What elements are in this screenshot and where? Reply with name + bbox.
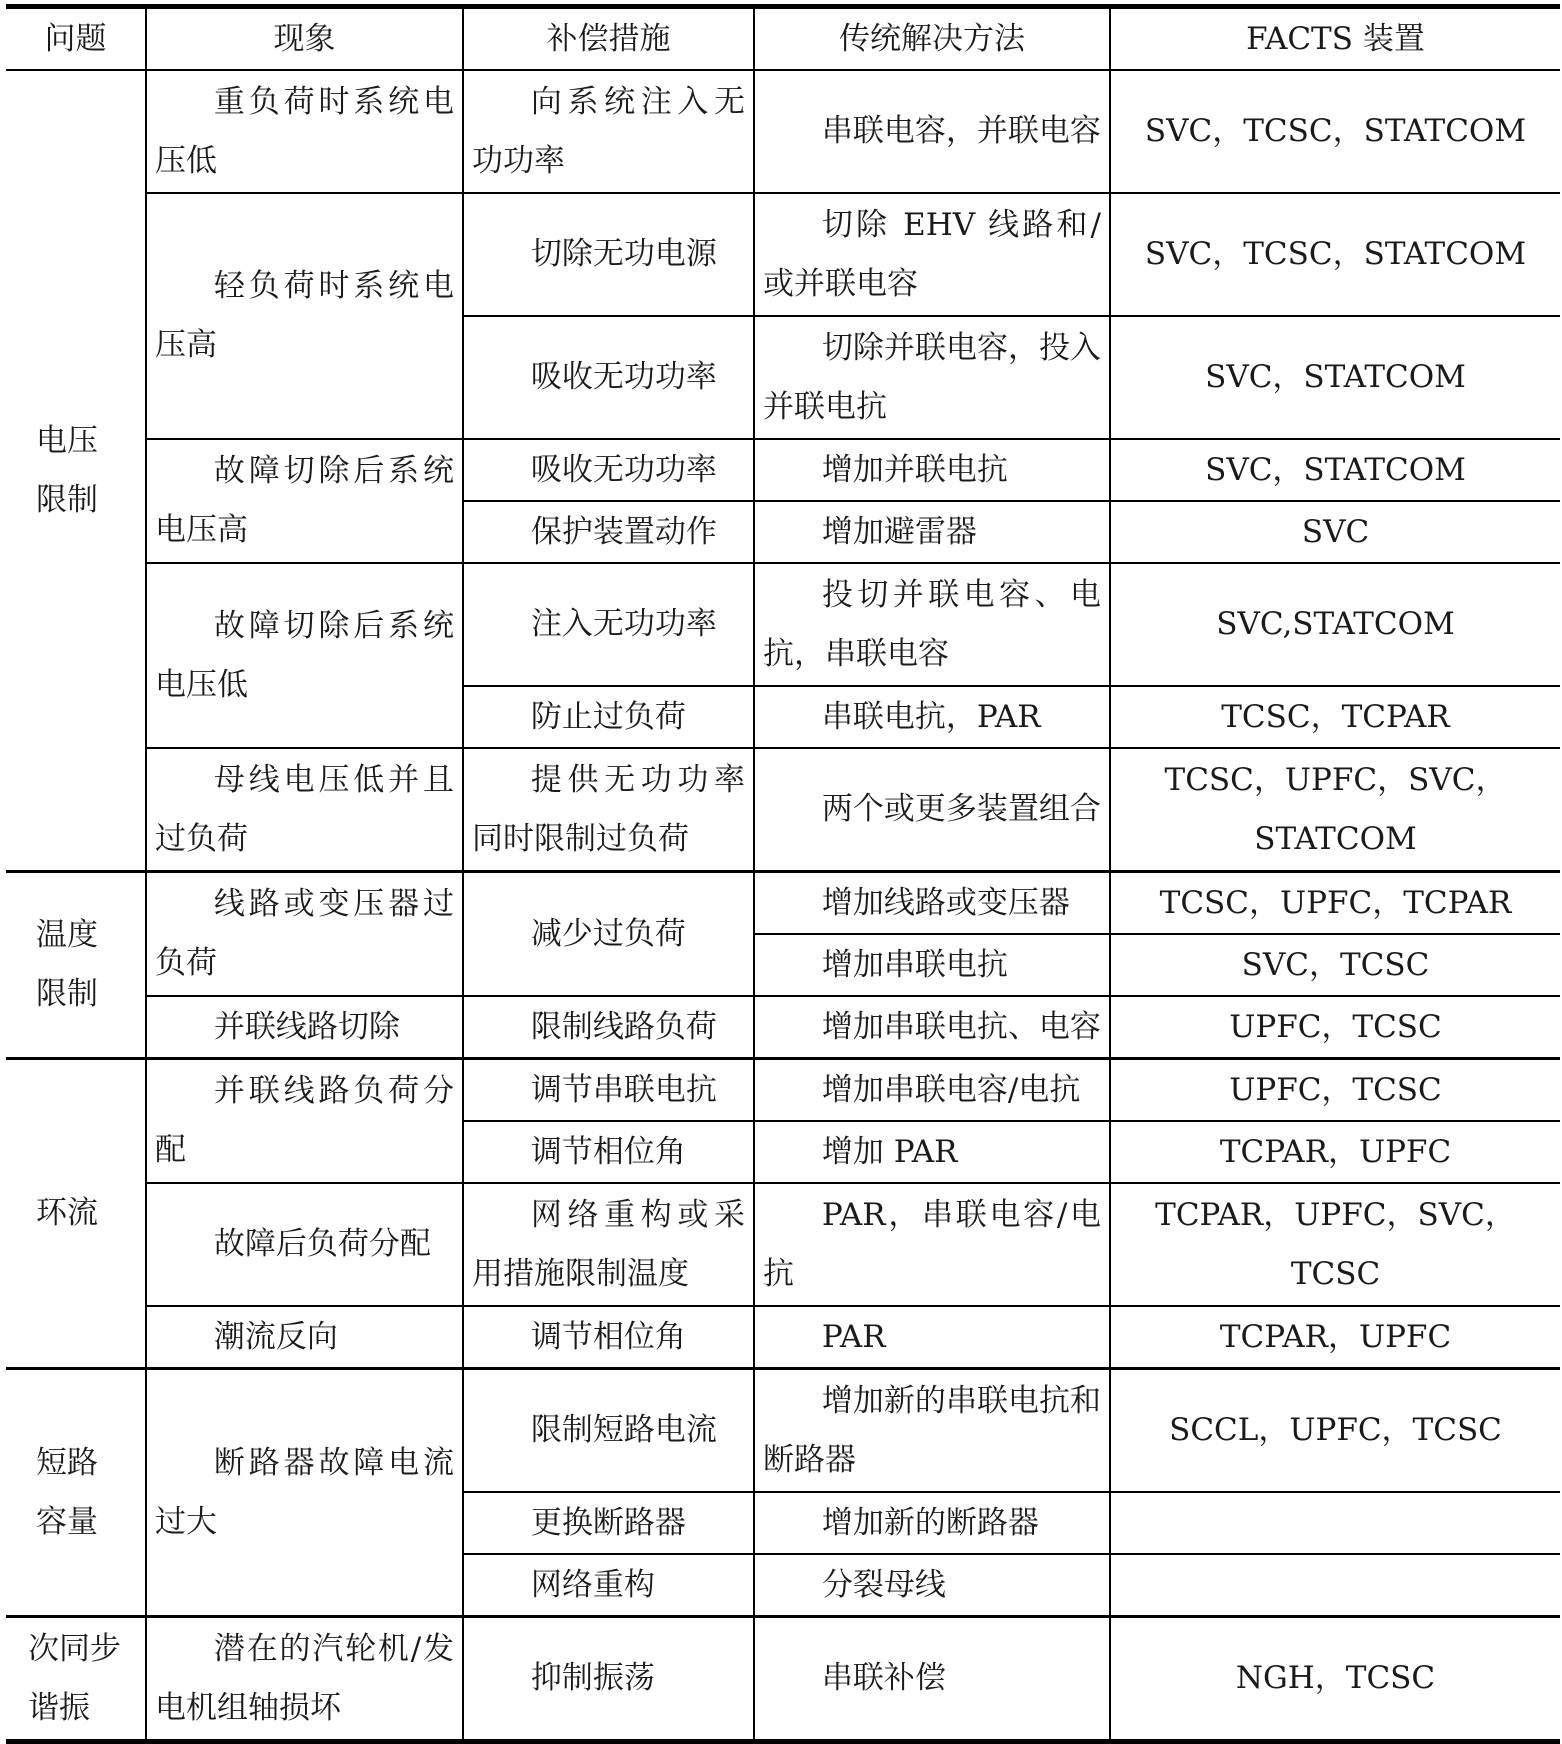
traditional-cell: 串联电抗，PAR — [754, 686, 1110, 748]
compensation-cell: 提供无功功率同时限制过负荷 — [463, 748, 754, 872]
facts-cell: SVC，TCSC，STATCOM — [1110, 70, 1560, 193]
traditional-cell: 切除 EHV 线路和/或并联电容 — [754, 193, 1110, 316]
compensation-cell: 网络重构或采用措施限制温度 — [463, 1183, 754, 1306]
traditional-cell: 增加 PAR — [754, 1121, 1110, 1183]
compensation-cell: 调节相位角 — [463, 1306, 754, 1369]
traditional-cell: 两个或更多装置组合 — [754, 748, 1110, 872]
phenomenon-cell: 并联线路切除 — [146, 996, 463, 1059]
phenomenon-cell: 母线电压低并且过负荷 — [146, 748, 463, 872]
phenomenon-cell: 轻负荷时系统电压高 — [146, 193, 463, 439]
traditional-cell: 串联电容，并联电容 — [754, 70, 1110, 193]
facts-cell — [1110, 1554, 1560, 1617]
facts-cell: SCCL，UPFC，TCSC — [1110, 1369, 1560, 1493]
traditional-cell: PAR — [754, 1306, 1110, 1369]
table-container — [6, 4, 1560, 1744]
facts-cell: TCPAR，UPFC，SVC，TCSC — [1110, 1183, 1560, 1306]
group-loop-flow: 环流 — [6, 1059, 146, 1369]
phenomenon-cell: 重负荷时系统电压低 — [146, 70, 463, 193]
phenomenon-cell: 线路或变压器过负荷 — [146, 872, 463, 997]
phenomenon-cell: 并联线路负荷分配 — [146, 1059, 463, 1184]
facts-cell: TCSC，TCPAR — [1110, 686, 1560, 748]
facts-cell: TCSC，UPFC，SVC，STATCOM — [1110, 748, 1560, 872]
table-row — [6, 563, 1560, 686]
compensation-cell: 减少过负荷 — [463, 872, 754, 997]
compensation-cell: 保护装置动作 — [463, 501, 754, 563]
header-traditional-solution: 传统解决方法 — [754, 7, 1110, 71]
table-row — [6, 996, 1560, 1059]
traditional-cell: 投切并联电容、电抗，串联电容 — [754, 563, 1110, 686]
compensation-cell: 更换断路器 — [463, 1492, 754, 1554]
facts-cell: TCPAR，UPFC — [1110, 1121, 1560, 1183]
group-thermal-limit: 温度限制 — [6, 872, 146, 1059]
compensation-cell: 吸收无功功率 — [463, 316, 754, 439]
table-row — [6, 1059, 1560, 1122]
facts-cell: SVC，TCSC，STATCOM — [1110, 193, 1560, 316]
traditional-cell: 增加新的断路器 — [754, 1492, 1110, 1554]
facts-cell: TCPAR，UPFC — [1110, 1306, 1560, 1369]
facts-cell — [1110, 1492, 1560, 1554]
compensation-cell: 吸收无功功率 — [463, 439, 754, 501]
traditional-cell: PAR，串联电容/电抗 — [754, 1183, 1110, 1306]
table-row — [6, 748, 1560, 872]
traditional-cell: 增加避雷器 — [754, 501, 1110, 563]
table-row — [6, 1306, 1560, 1369]
facts-cell: SVC — [1110, 501, 1560, 563]
traditional-cell: 切除并联电容，投入并联电抗 — [754, 316, 1110, 439]
compensation-cell: 调节串联电抗 — [463, 1059, 754, 1122]
group-voltage-limit: 电压限制 — [6, 70, 146, 872]
traditional-cell: 分裂母线 — [754, 1554, 1110, 1617]
facts-cell: UPFC，TCSC — [1110, 996, 1560, 1059]
phenomenon-cell: 潜在的汽轮机/发电机组轴损坏 — [146, 1617, 463, 1742]
traditional-cell: 增加串联电抗、电容 — [754, 996, 1110, 1059]
facts-cell: SVC，STATCOM — [1110, 316, 1560, 439]
compensation-cell: 网络重构 — [463, 1554, 754, 1617]
compensation-cell: 限制短路电流 — [463, 1369, 754, 1493]
phenomenon-cell: 故障切除后系统电压高 — [146, 439, 463, 563]
compensation-cell: 调节相位角 — [463, 1121, 754, 1183]
compensation-cell: 限制线路负荷 — [463, 996, 754, 1059]
compensation-cell: 防止过负荷 — [463, 686, 754, 748]
facts-cell: SVC，TCSC — [1110, 934, 1560, 996]
facts-comparison-table — [6, 4, 1560, 1744]
phenomenon-cell: 故障后负荷分配 — [146, 1183, 463, 1306]
phenomenon-cell: 断路器故障电流过大 — [146, 1369, 463, 1617]
traditional-cell: 增加并联电抗 — [754, 439, 1110, 501]
traditional-cell: 串联补偿 — [754, 1617, 1110, 1742]
table-row — [6, 1183, 1560, 1306]
facts-cell: SVC,STATCOM — [1110, 563, 1560, 686]
phenomenon-cell: 潮流反向 — [146, 1306, 463, 1369]
table-row — [6, 70, 1560, 193]
header-phenomenon: 现象 — [146, 7, 463, 71]
traditional-cell: 增加串联电容/电抗 — [754, 1059, 1110, 1122]
compensation-cell: 注入无功功率 — [463, 563, 754, 686]
table-header-row — [6, 7, 1560, 71]
traditional-cell: 增加新的串联电抗和断路器 — [754, 1369, 1110, 1493]
table-row — [6, 1617, 1560, 1742]
traditional-cell: 增加串联电抗 — [754, 934, 1110, 996]
compensation-cell: 切除无功电源 — [463, 193, 754, 316]
header-problem: 问题 — [6, 7, 146, 71]
facts-cell: TCSC，UPFC，TCPAR — [1110, 872, 1560, 935]
group-short-circuit: 短路容量 — [6, 1369, 146, 1617]
facts-cell: NGH，TCSC — [1110, 1617, 1560, 1742]
table-row — [6, 1369, 1560, 1493]
facts-cell: SVC，STATCOM — [1110, 439, 1560, 501]
header-facts-device: FACTS 装置 — [1110, 7, 1560, 71]
table-row — [6, 872, 1560, 935]
compensation-cell: 抑制振荡 — [463, 1617, 754, 1742]
group-ssr: 次同步谐振 — [6, 1617, 146, 1742]
table-row — [6, 439, 1560, 501]
header-compensation: 补偿措施 — [463, 7, 754, 71]
table-row — [6, 193, 1560, 316]
phenomenon-cell: 故障切除后系统电压低 — [146, 563, 463, 748]
traditional-cell: 增加线路或变压器 — [754, 872, 1110, 935]
facts-cell: UPFC，TCSC — [1110, 1059, 1560, 1122]
compensation-cell: 向系统注入无功功率 — [463, 70, 754, 193]
